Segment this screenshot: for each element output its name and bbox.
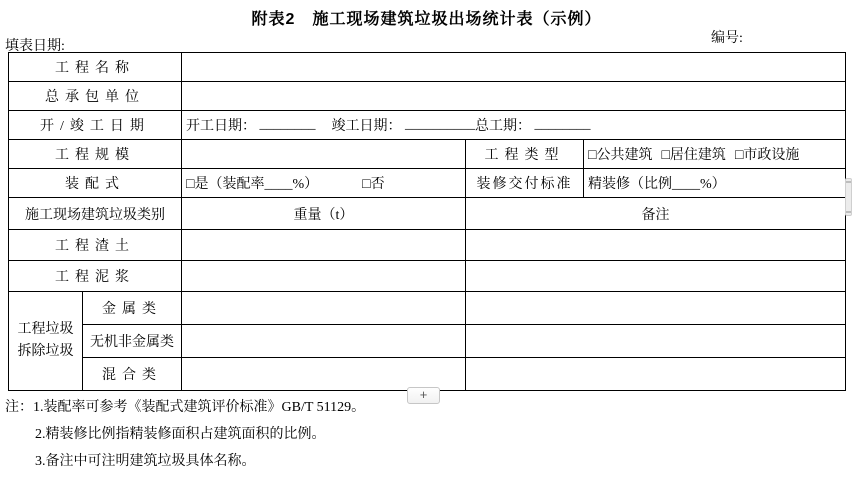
start-date-blank[interactable]: ________ [259,117,316,132]
table-row [9,292,846,325]
mud-label: 工程泥浆 [9,261,182,292]
inorganic-remark-cell[interactable] [466,325,846,358]
dates-label: 开/竣工日期 [9,111,182,140]
plus-icon: + [419,387,428,402]
note-line-2: 2.精装修比例指精装修面积占建筑面积的比例。 [35,427,326,442]
project-name-label: 工程名称 [9,53,182,82]
table-row [9,169,846,198]
scrollbar-tick [846,181,851,183]
waste-weight-header: 重量（t） [182,198,466,230]
scrollbar-tick [846,211,851,213]
mixed-label: 混合类 [83,358,182,391]
note-text: 1.装配率可参考《装配式建筑评价标准》GB/T 51129。 [33,400,366,415]
contractor-input-cell[interactable] [182,82,846,111]
checkbox-residential-building[interactable]: □居住建筑 [661,148,726,163]
prefab-options-cell [182,169,466,198]
start-date-label: 开工日期： [186,119,260,134]
table-header-row [9,198,846,230]
dates-input-cell [182,111,846,140]
checkbox-prefab-no[interactable]: □否 [362,177,385,192]
checkbox-municipal-facility[interactable]: □市政设施 [734,148,800,163]
fill-date-label: 填表日期: [5,39,65,54]
table-row [9,261,846,292]
checkbox-public-building[interactable]: □公共建筑 [588,148,653,163]
note-line-1 [5,397,365,424]
decoration-value-cell[interactable]: 精装修（比例____%） [584,169,846,198]
slag-label: 工程渣土 [9,230,182,261]
mixed-remark-cell[interactable] [466,358,846,391]
table-row [9,230,846,261]
demolition-group-label [9,292,83,391]
slag-remark-cell[interactable] [466,230,846,261]
checkbox-prefab-yes[interactable]: □是（装配率____%） [186,177,319,192]
type-options-cell [584,140,846,169]
mixed-weight-cell[interactable] [182,358,466,391]
total-duration-label: 总工期： [475,119,535,134]
table-row [9,325,846,358]
metal-weight-cell[interactable] [182,292,466,325]
scrollbar-thumb[interactable] [845,178,852,216]
slag-weight-cell[interactable] [182,230,466,261]
metal-label: 金属类 [83,292,182,325]
demolition-group-line2: 拆除垃圾 [17,344,74,359]
total-duration-blank[interactable]: ________ [534,117,591,132]
waste-remark-header: 备注 [466,198,846,230]
prefab-label: 装配式 [9,169,182,198]
finish-date-label: 竣工日期： [331,119,405,134]
finish-date-blank[interactable]: __________ [405,117,475,132]
metal-remark-cell[interactable] [466,292,846,325]
mud-remark-cell[interactable] [466,261,846,292]
table-row [9,140,846,169]
note-prefix: 注： [5,400,33,415]
contractor-label: 总承包单位 [9,82,182,111]
inorganic-label: 无机非金属类 [83,325,182,358]
footnotes [5,397,365,478]
decoration-label: 装修交付标准 [466,169,584,198]
table-row [9,53,846,82]
serial-number-label: 编号: [711,31,743,46]
add-row-button[interactable] [407,387,440,404]
table-row [9,358,846,391]
scale-input-cell[interactable] [182,140,466,169]
mud-weight-cell[interactable] [182,261,466,292]
table-row [9,82,846,111]
waste-category-header: 施工现场建筑垃圾类别 [9,198,182,230]
demolition-group-line1: 工程垃圾 [17,322,74,337]
type-label: 工程类型 [466,140,584,169]
waste-statistics-table [8,52,846,391]
project-name-input-cell[interactable] [182,53,846,82]
table-row [9,111,846,140]
scale-label: 工程规模 [9,140,182,169]
note-line-3: 3.备注中可注明建筑垃圾具体名称。 [35,454,256,469]
page-title: 附表2 施工现场建筑垃圾出场统计表（示例） [251,11,602,28]
inorganic-weight-cell[interactable] [182,325,466,358]
